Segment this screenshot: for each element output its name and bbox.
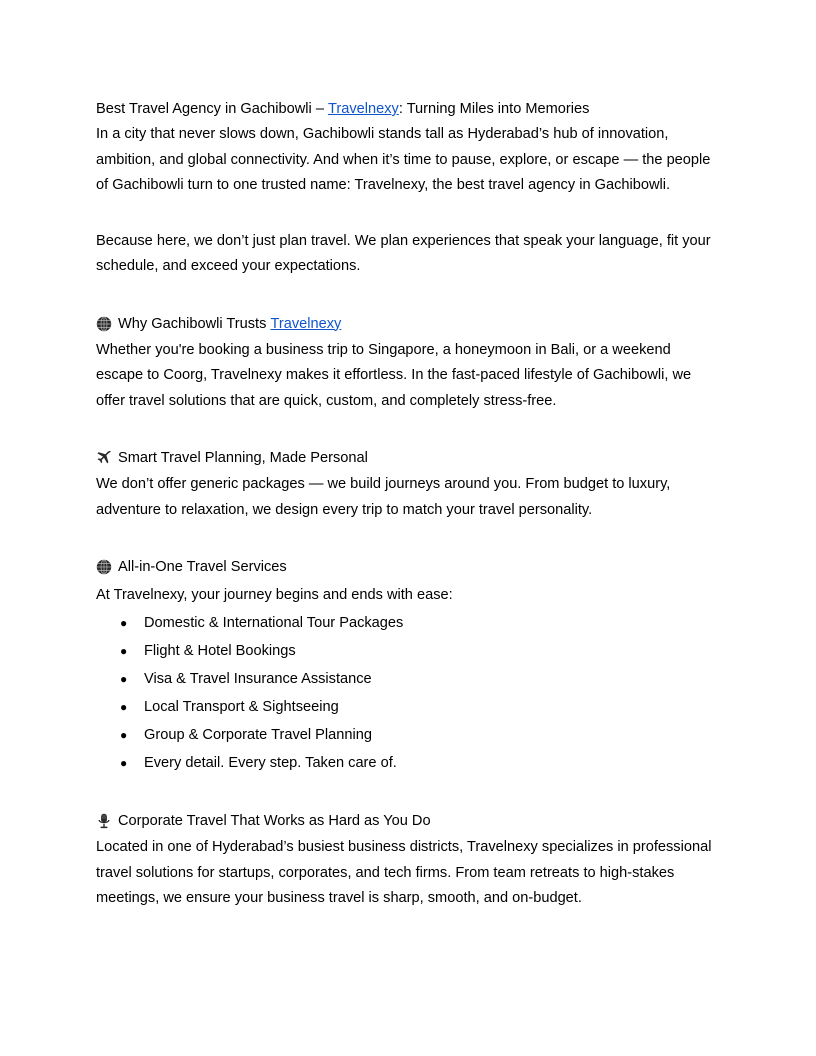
list-item [96,749,720,777]
why-heading-text: Why Gachibowli Trusts [118,315,271,332]
corporate-line: travel solutions for startups, corporates, and tech firms. From team retreats to high-stakes [96,864,675,881]
list-item-text: Flight & Hotel Bookings [144,643,296,659]
title-prefix: Best Travel Agency in Gachibowli – [96,101,328,117]
document-title [96,96,720,122]
intro-paragraph [96,122,720,199]
because-line: Because here, we don’t just plan travel. We plan experiences that speak your language, fit your [96,232,711,249]
bullet: ● [120,756,128,770]
smart-paragraph [96,472,720,523]
document-page [96,96,720,912]
corporate-paragraph [96,835,720,912]
smart-heading [96,444,720,472]
title-suffix: : Turning Miles into Memories [398,101,590,117]
services-heading [96,553,720,581]
list-item-text: Local Transport & Sightseeing [144,699,339,715]
bullet: ● [120,672,128,686]
why-paragraph [96,338,720,415]
why-line: Whether you're booking a business trip to Singapore, a honeymoon in Bali, or a weekend [96,341,671,358]
bullet: ● [120,700,128,714]
bullet: ● [120,616,128,630]
list-item [96,665,720,693]
smart-line: We don’t offer generic packages — we build journeys around you. From budget to luxury, [96,476,671,492]
corporate-line: Located in one of Hyderabad’s busiest business districts, Travelnexy specializes in professional [96,839,712,855]
list-item [96,693,720,721]
list-item [96,637,720,665]
services-list [96,609,720,777]
services-heading-text: All-in-One Travel Services [118,559,287,575]
globe-icon [96,559,112,575]
intro-line: ambition, and global connectivity. And when it’s time to pause, explore, or escape — the people [96,151,711,168]
because-line: schedule, and exceed your expectations. [96,258,361,274]
services-intro: At Travelnexy, your journey begins and ends with ease: [96,587,453,603]
corporate-heading [96,807,720,835]
smart-line: adventure to relaxation, we design every trip to match your travel personality. [96,501,593,518]
title-travelnexy-link[interactable]: Travelnexy [328,101,399,117]
corporate-heading-text: Corporate Travel That Works as Hard as You Do [118,813,431,829]
list-item-text: Visa & Travel Insurance Assistance [144,671,372,687]
because-paragraph [96,229,720,280]
list-item-text: Group & Corporate Travel Planning [144,727,372,743]
intro-line: In a city that never slows down, Gachibowli stands tall as Hyderabad’s hub of innovation, [96,126,669,142]
microphone-icon [96,813,112,829]
bullet: ● [120,728,128,742]
airplane-icon [96,450,112,466]
list-item [96,609,720,637]
intro-line: of Gachibowli turn to one trusted name: Travelnexy, the best travel agency in Gachibowli. [96,177,671,193]
list-item [96,721,720,749]
why-travelnexy-link[interactable]: Travelnexy [270,315,342,332]
smart-heading-text: Smart Travel Planning, Made Personal [118,450,368,466]
why-line: offer travel solutions that are quick, custom, and completely stress-free. [96,392,557,409]
bullet: ● [120,644,128,658]
globe-icon [96,316,112,332]
list-item-text: Every detail. Every step. Taken care of. [144,755,397,771]
corporate-line: meetings, we ensure your business travel is sharp, smooth, and on-budget. [96,890,582,906]
list-item-text: Domestic & International Tour Packages [144,615,404,631]
why-line: escape to Coorg, Travelnexy makes it effortless. In the fast-paced lifestyle of Gachibowli, we [96,367,692,383]
why-heading [96,310,720,338]
